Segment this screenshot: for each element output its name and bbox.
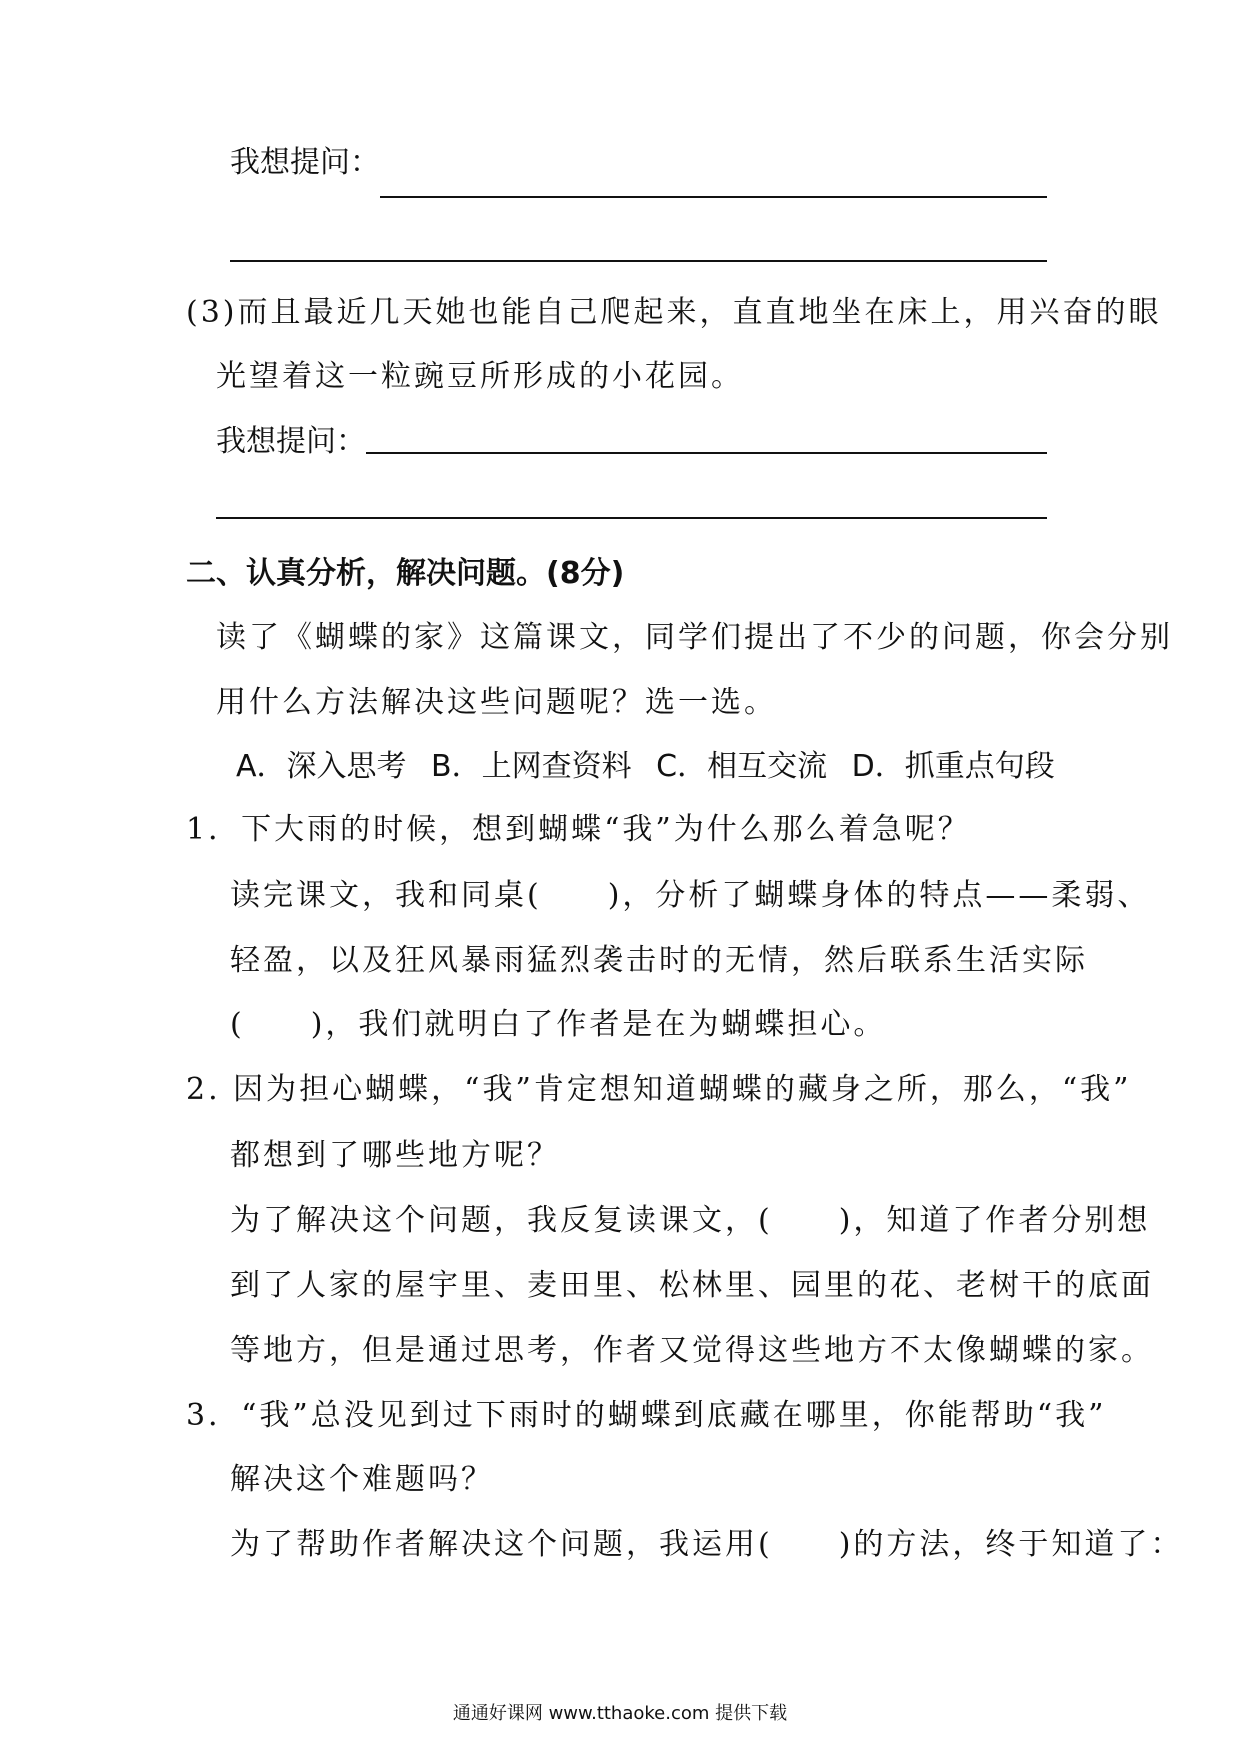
- section-intro: 读了《蝴蝶的家》这篇课文，同学们提出了不少的问题，你会分别: [216, 620, 1173, 655]
- question-1-title: 1．下大雨的时候，想到蝴蝶“我”为什么那么着急呢？: [186, 812, 971, 847]
- ask-prompt-label: 我想提问：: [230, 145, 380, 180]
- page-footer: 通通好课网 www.tthaoke.com 提供下载: [452, 1703, 788, 1724]
- question-1-body-line: 轻盈，以及狂风暴雨猛烈袭击时的无情，然后联系生活实际: [230, 943, 1088, 978]
- question-3-body-line: 为了帮助作者解决这个问题，我运用( )的方法，终于知道了：: [230, 1527, 1184, 1562]
- question-1-body-line: 读完课文，我和同桌( )，分析了蝴蝶身体的特点——柔弱、: [230, 878, 1151, 913]
- question-3-title-continued: 解决这个难题吗？: [230, 1462, 494, 1497]
- answer-line[interactable]: [366, 452, 1047, 454]
- question-2-title-continued: 都想到了哪些地方呢？: [230, 1138, 560, 1173]
- choice-options: A．深入思考 B．上网查资料 C．相互交流 D．抓重点句段: [236, 749, 1055, 784]
- question-1-body-line: ( )，我们就明白了作者是在为蝴蝶担心。: [230, 1007, 887, 1042]
- section-intro-continued: 用什么方法解决这些问题呢？选一选。: [216, 685, 777, 720]
- answer-line[interactable]: [230, 260, 1047, 262]
- question-3-title: 3．“我”总没见到过下雨时的蝴蝶到底藏在哪里，你能帮助“我”: [186, 1398, 1107, 1433]
- answer-line[interactable]: [380, 196, 1047, 198]
- question-2-body-line: 为了解决这个问题，我反复读课文，( )，知道了作者分别想: [230, 1203, 1151, 1238]
- ask-prompt-label: 我想提问：: [216, 424, 366, 459]
- question-2-title: 2. 因为担心蝴蝶，“我”肯定想知道蝴蝶的藏身之所，那么，“我”: [186, 1072, 1132, 1107]
- question-2-body-line: 到了人家的屋宇里、麦田里、松林里、园里的花、老树干的底面: [230, 1268, 1154, 1303]
- question-2-body-line: 等地方，但是通过思考，作者又觉得这些地方不太像蝴蝶的家。: [230, 1333, 1154, 1368]
- item-3-text: (3)而且最近几天她也能自己爬起来，直直地坐在床上，用兴奋的眼: [186, 295, 1162, 330]
- answer-line[interactable]: [216, 517, 1047, 519]
- section-heading: 二、认真分析，解决问题。(8分): [186, 556, 625, 591]
- item-3-text-continued: 光望着这一粒豌豆所形成的小花园。: [216, 359, 744, 394]
